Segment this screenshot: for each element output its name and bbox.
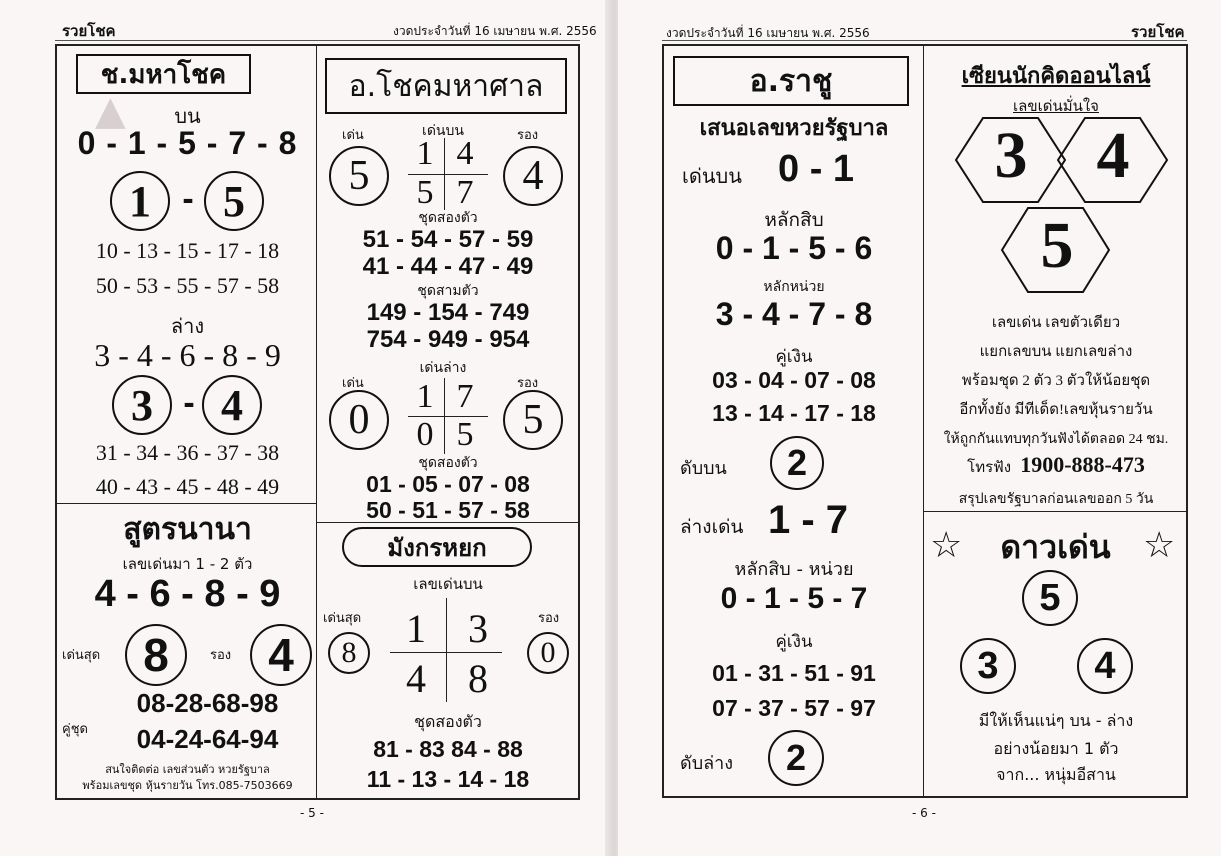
sian-subtitle: เลขเด่นมั่นใจ — [1013, 97, 1099, 115]
chokmahasan-three-row1: 149 - 154 - 749 — [366, 299, 530, 326]
sutnana-pair-label: คู่ชุด — [62, 722, 88, 737]
mangkon-runner-label: รอง — [538, 611, 560, 626]
right-column-divider — [923, 44, 924, 798]
chokmahasan-bottom-grid-4: 5 — [456, 416, 474, 453]
sutnana-runner-circle: 4 — [250, 624, 312, 686]
rachu-units-value: 3 - 4 - 7 - 8 — [715, 296, 873, 332]
sian-phone-label: โทรฟัง — [967, 460, 1012, 476]
mahachok-bottom-sep: - — [183, 384, 195, 422]
right-header-date: งวดประจำวันที่ 16 เมษายน พ.ศ. 2556 — [666, 26, 870, 40]
daoden-circle-left: 3 — [960, 638, 1016, 694]
left-header-date: งวดประจำวันที่ 16 เมษายน พ.ศ. 2556 — [393, 24, 597, 38]
sutnana-lead-circle: 8 — [125, 624, 187, 686]
sutnana-row1: 08-28-68-98 — [136, 688, 279, 718]
mangkon-row1: 81 - 83 84 - 88 — [373, 736, 523, 762]
left-header-brand: รวยโชค — [62, 22, 116, 40]
sian-hex-3: 5 — [1040, 209, 1074, 282]
chokmahasan-bottom-row2: 50 - 51 - 57 - 58 — [366, 497, 530, 523]
rachu-units-label: หลักหน่วย — [763, 279, 825, 295]
mahachok-top-label: บน — [174, 104, 201, 128]
rachu-pairs-row1: 03 - 04 - 07 - 08 — [712, 367, 876, 393]
chokmahasan-bottom-grid-2: 7 — [456, 378, 474, 415]
mangkon-lead-label: เด่นสุด — [323, 611, 362, 626]
rachu-tens-value: 0 - 1 - 5 - 6 — [715, 230, 873, 266]
sutnana-footer1: สนใจติดต่อ เลขส่วนตัว หวยรัฐบาล — [105, 763, 270, 776]
chokmahasan-three-row2: 754 - 949 - 954 — [366, 326, 530, 353]
daoden-circle-right: 4 — [1077, 638, 1133, 694]
daoden-star-left: ☆ — [930, 525, 963, 566]
mahachok-top-sep: - — [182, 180, 194, 218]
chokmahasan-bottom-runner: 5 — [503, 390, 563, 450]
mahachok-bottom-row2: 40 - 43 - 45 - 48 - 49 — [95, 474, 280, 499]
sutnana-lead-label: เด่นสุด — [62, 648, 101, 663]
mangkon-lead-circle: 8 — [328, 632, 370, 674]
chokmahasan-runner-label-2: รอง — [517, 376, 539, 391]
right-page-number: - 6 - — [912, 806, 936, 820]
chokmahasan-title: อ.โชคมหาศาล — [325, 58, 567, 114]
rachu-bottom-value: 1 - 7 — [768, 498, 849, 542]
chokmahasan-lead-label-2: เด่น — [342, 376, 364, 391]
daoden-line-2: อย่างน้อยมา 1 ตัว — [993, 739, 1119, 758]
left-header-rule — [55, 40, 580, 41]
sutnana-subtitle: เลขเด่นมา 1 - 2 ตัว — [122, 555, 253, 573]
daoden-title: ดาวเด่น — [1000, 529, 1111, 565]
show-through-text: ▲ — [95, 88, 126, 134]
mahachok-top-circle-2: 5 — [204, 171, 264, 231]
chokmahasan-top-label: เด่นบน — [422, 123, 464, 139]
chokmahasan-two-label-2: ชุดสองตัว — [418, 455, 478, 471]
right-header-rule — [662, 40, 1187, 41]
rachu-pairs-label-2: คู่เงิน — [775, 632, 813, 652]
mangkon-title: มังกรหยก — [342, 527, 532, 567]
mahachok-bottom-digits: 3 - 4 - 6 - 8 - 9 — [94, 337, 281, 373]
mahachok-bottom-circle-2: 4 — [202, 375, 262, 435]
chokmahasan-three-label: ชุดสามตัว — [417, 283, 479, 299]
chokmahasan-two-label: ชุดสองตัว — [418, 210, 478, 226]
mahachok-top-circle-1: 1 — [110, 171, 170, 231]
mahachok-top-digits: 0 - 1 - 5 - 7 - 8 — [77, 125, 298, 161]
sutnana-digits: 4 - 6 - 8 - 9 — [94, 573, 281, 615]
rachu-subtitle: เสนอเลขหวยรัฐบาล — [699, 115, 889, 140]
chokmahasan-lead-label: เด่น — [342, 128, 364, 143]
chokmahasan-top-grid-4: 7 — [456, 174, 474, 211]
chokmahasan-top-lead: 5 — [329, 146, 389, 206]
sian-summary: สรุปเลขรัฐบาลก่อนเลขออก 5 วัน — [958, 492, 1154, 507]
mangkon-grid-2: 3 — [468, 606, 488, 651]
rachu-bottom-label: ล่างเด่น — [680, 516, 744, 538]
mangkon-grid-4: 8 — [468, 656, 488, 701]
chokmahasan-bottom-label: เด่นล่าง — [419, 360, 467, 376]
rachu-top-label: เด่นบน — [682, 164, 742, 188]
chokmahasan-bottom-grid-1: 1 — [416, 378, 434, 415]
chokmahasan-bottom-lead: 0 — [329, 390, 389, 450]
rachu-pairs2-row2: 07 - 37 - 57 - 97 — [712, 695, 876, 721]
mangkon-set-label: ชุดสองตัว — [414, 712, 482, 731]
mahachok-bottom-circle-1: 3 — [112, 375, 172, 435]
mangkon-subtitle: เลขเด่นบน — [413, 575, 483, 593]
chokmahasan-top-grid-3: 5 — [416, 174, 434, 211]
sian-line-4: อีกทั้งยัง มีทีเด็ด!เลขหุ้นรายวัน — [959, 402, 1153, 418]
sian-line-1: เลขเด่น เลขตัวเดียว — [991, 315, 1121, 331]
rachu-close-bottom-circle: 2 — [768, 730, 824, 786]
mangkon-runner-circle: 0 — [527, 632, 569, 674]
daoden-circle-top: 5 — [1022, 570, 1078, 626]
mangkon-grid-v — [446, 598, 447, 702]
daoden-star-right: ☆ — [1143, 525, 1176, 566]
mahachok-bottom-row1: 31 - 34 - 36 - 37 - 38 — [95, 440, 280, 465]
mangkon-grid-h — [390, 652, 502, 653]
mahachok-bottom-label: ล่าง — [170, 314, 205, 338]
left-column-divider — [316, 44, 317, 800]
sutnana-title: สูตรนานา — [123, 513, 252, 546]
mangkon-grid-1: 1 — [406, 606, 426, 651]
chokmahasan-top-grid-1: 1 — [416, 135, 434, 172]
rachu-pairs2-row1: 01 - 31 - 51 - 91 — [712, 660, 876, 686]
sian-line-3: พร้อมชุด 2 ตัว 3 ตัวให้น้อยชุด — [961, 373, 1151, 389]
sian-hex-1: 3 — [994, 119, 1028, 192]
sian-hex-2: 4 — [1096, 119, 1130, 192]
chokmahasan-two-row1: 51 - 54 - 57 - 59 — [362, 226, 534, 253]
rachu-title: อ.ราชู — [673, 56, 909, 106]
mahachok-top-row2: 50 - 53 - 55 - 57 - 58 — [95, 273, 280, 298]
daoden-line-1: มีให้เห็นแน่ๆ บน - ล่าง — [978, 711, 1134, 730]
rachu-pairs-row2: 13 - 14 - 17 - 18 — [712, 400, 876, 426]
rachu-tens-label: หลักสิบ — [764, 209, 824, 231]
right-header-brand: รวยโชค — [1131, 23, 1185, 41]
rachu-tens-units-value: 0 - 1 - 5 - 7 — [720, 582, 868, 615]
mahachok-title: ช.มหาโชค — [76, 54, 251, 94]
left-page-number: - 5 - — [300, 806, 324, 820]
sian-phone-row — [925, 452, 1187, 479]
mangkon-grid-3: 4 — [406, 656, 426, 701]
sian-line-5: ให้ถูกกันแทบทุกวันฟังได้ตลอด 24 ชม. — [943, 432, 1169, 447]
rachu-close-top-label: ดับบน — [680, 458, 727, 479]
sutnana-row2: 04-24-64-94 — [136, 724, 279, 754]
right-page — [618, 0, 1221, 856]
right-section-divider — [923, 511, 1188, 512]
mangkon-row2: 11 - 13 - 14 - 18 — [366, 766, 530, 792]
chokmahasan-top-runner: 4 — [503, 146, 563, 206]
left-section-divider — [55, 503, 317, 504]
rachu-close-top-circle: 2 — [770, 436, 824, 490]
sian-line-2: แยกเลขบน แยกเลขล่าง — [979, 344, 1133, 360]
rachu-pairs-label: คู่เงิน — [775, 347, 813, 367]
chokmahasan-top-grid-2: 4 — [456, 135, 474, 172]
sian-title: เซียนนักคิดออนไลน์ — [961, 63, 1151, 88]
chokmahasan-runner-label: รอง — [517, 128, 539, 143]
daoden-line-3: จาก... หนุ่มอีสาน — [996, 765, 1116, 784]
chokmahasan-two-row2: 41 - 44 - 47 - 49 — [362, 253, 534, 280]
mahachok-top-row1: 10 - 13 - 15 - 17 - 18 — [95, 238, 280, 263]
rachu-close-bottom-label: ดับล่าง — [680, 753, 734, 774]
sutnana-footer2: พร้อมเลขชุด หุ้นรายวัน โทร.085-7503669 — [82, 779, 293, 792]
rachu-top-value: 0 - 1 — [778, 148, 855, 190]
chokmahasan-bottom-grid-3: 0 — [416, 416, 434, 453]
sutnana-runner-label: รอง — [210, 648, 232, 663]
sian-phone: 1900-888-473 — [1020, 452, 1145, 477]
chokmahasan-bottom-row1: 01 - 05 - 07 - 08 — [366, 471, 530, 497]
rachu-tens-units-label: หลักสิบ - หน่วย — [734, 559, 854, 580]
